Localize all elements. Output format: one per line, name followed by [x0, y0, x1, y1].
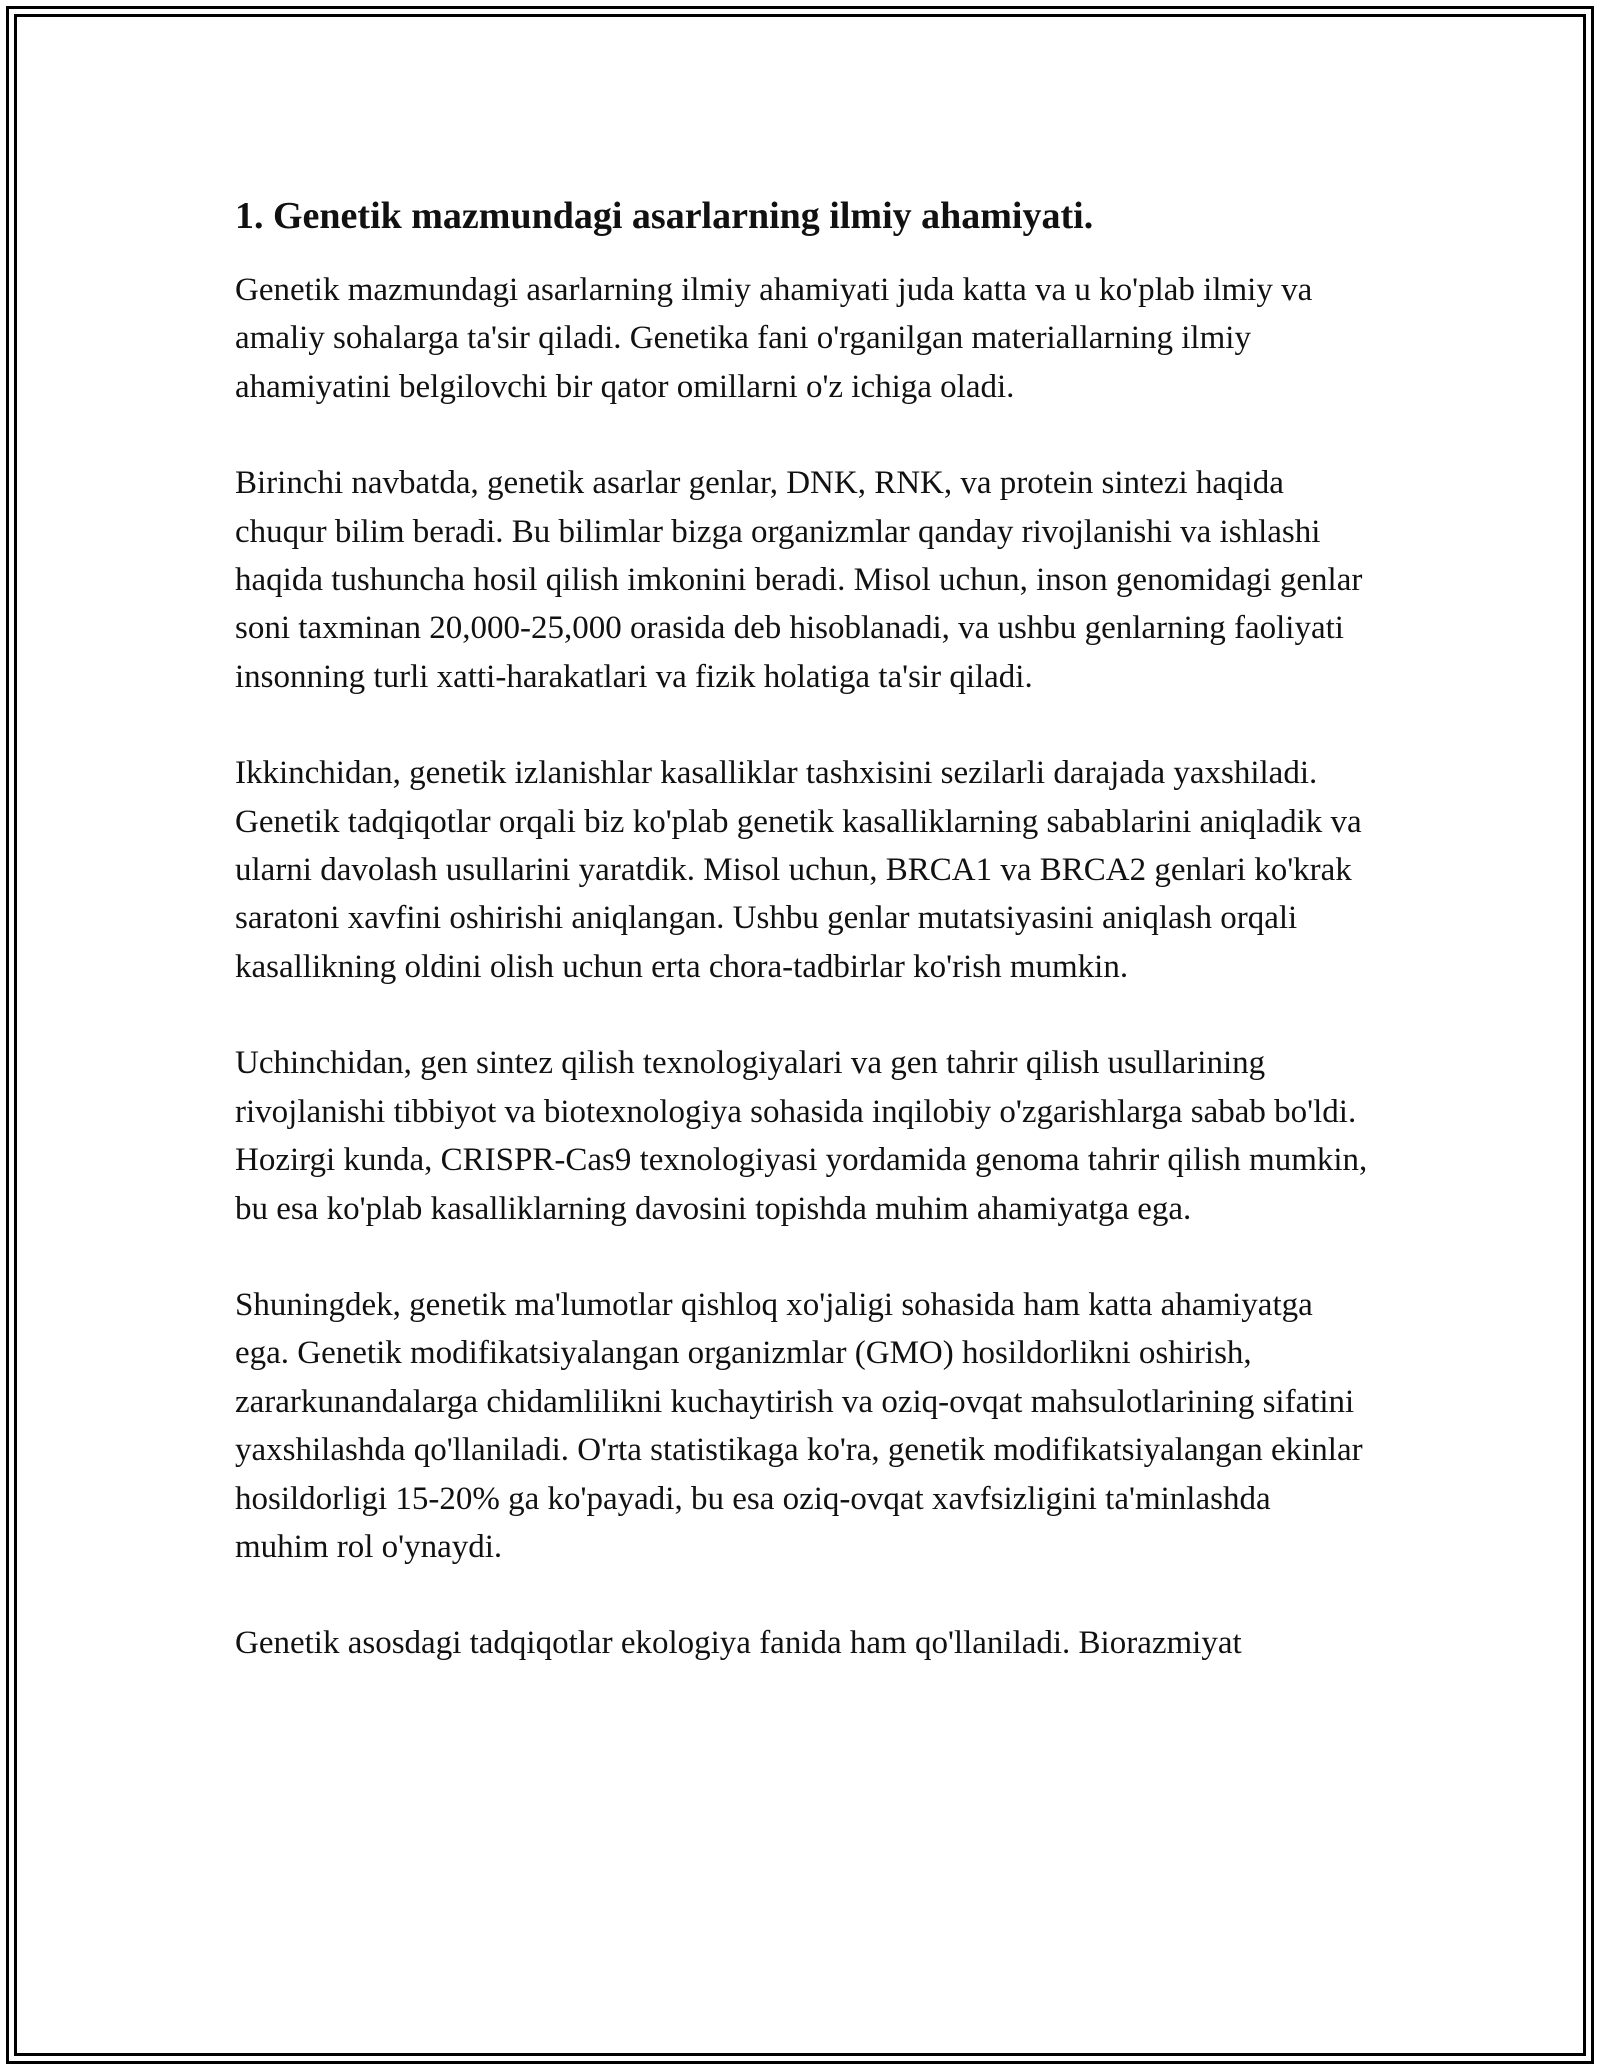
paragraph-first-point: Birinchi navbatda, genetik asarlar genlar, DNK, RNK, va protein sintezi haqida chuqur bilim beradi. Bu bilimlar bizga organizmlar qanday rivojlanishi va ishlashi haqida tushuncha hosil qilish imkonini beradi. Misol uchun, inson genomidagi genlar soni taxminan 20,000-25,000 orasida deb hisoblanadi, va ushbu genlarning faoliyati insonning turli xatti-harakatlari va fizik holatiga ta'sir qiladi.	[235, 465, 1363, 695]
paragraph-ecology: Genetik asosdagi tadqiqotlar ekologiya fanida ham qo'llaniladi. Biorazmiyat	[235, 1625, 1242, 1662]
section-heading: 1. Genetik mazmundagi asarlarning ilmiy ahamiyati.	[235, 195, 1094, 237]
paragraph-third-point: Uchinchidan, gen sintez qilish texnologiyalari va gen tahrir qilish usullarining rivojlanishi tibbiyot va biotexnologiya sohasida inqilobiy o'zgarishlarga sabab bo'ldi. Hozirgi kunda, CRISPR-Cas9 texnologiyasi yordamida genoma tahrir qilish mumkin, bu esa ko'plab kasalliklarning davosini topishda muhim ahamiyatga ega.	[235, 1045, 1368, 1227]
paragraph-agriculture: Shuningdek, genetik ma'lumotlar qishloq xo'jaligi sohasida ham katta ahamiyatga ega. Genetik modifikatsiyalangan organizmlar (GMO) hosildorlikni oshirish, zararkunandalarga chidamlilikni kuchaytirish va oziq-ovqat mahsulotlarining sifatini yaxshilashda qo'llaniladi. O'rta statistikaga ko'ra, genetik modifikatsiyalangan ekinlar hosildorligi 15-20% ga ko'payadi, bu esa oziq-ovqat xavfsizligini ta'minlashda muhim rol o'ynaydi.	[235, 1286, 1363, 1565]
document-body	[235, 188, 1370, 1716]
paragraph-intro: Genetik mazmundagi asarlarning ilmiy ahamiyati juda katta va u ko'plab ilmiy va amaliy sohalarga ta'sir qiladi. Genetika fani o'rganilgan materiallarning ilmiy ahamiyatini belgilovchi bir qator omillarni o'z ichiga oladi.	[235, 272, 1313, 405]
paragraph-second-point: Ikkinchidan, genetik izlanishlar kasalliklar tashxisini sezilarli darajada yaxshiladi. Genetik tadqiqotlar orqali biz ko'plab genetik kasalliklarning sabablarini aniqladik va ularni davolash usullarini yaratdik. Misol uchun, BRCA1 va BRCA2 genlari ko'krak saratoni xavfini oshirishi aniqlangan. Ushbu genlar mutatsiyasini aniqlash orqali kasallikning oldini olish uchun erta chora-tadbirlar ko'rish mumkin.	[235, 755, 1362, 985]
